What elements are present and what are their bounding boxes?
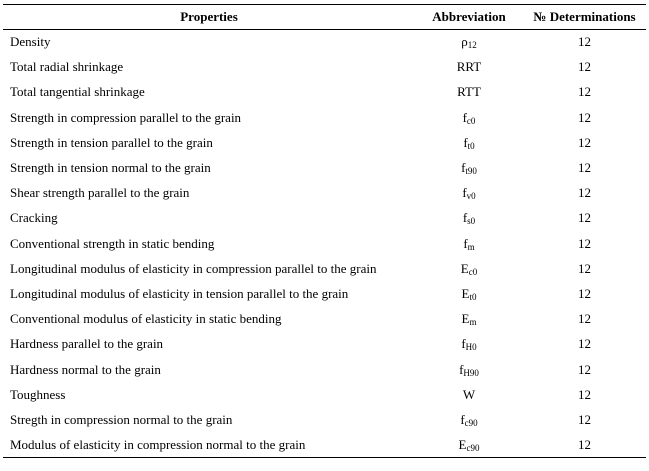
property-cell: Hardness normal to the grain (10, 361, 161, 377)
abbreviation-cell (415, 130, 523, 155)
abbreviation-cell (415, 256, 523, 281)
table-row (3, 382, 646, 407)
abbreviation-subscript: c0 (468, 266, 478, 277)
determinations-cell: 12 (523, 433, 646, 458)
abbreviation-cell (415, 307, 523, 332)
determinations-cell: 12 (578, 260, 591, 276)
abbreviation-symbol: f (462, 109, 467, 125)
table-row (3, 357, 646, 382)
property-cell: Shear strength parallel to the grain (10, 185, 190, 201)
abbreviation-cell (415, 55, 523, 80)
table-row (3, 307, 646, 332)
table-body (3, 30, 646, 458)
property-cell: Conventional strength in static bending (10, 235, 215, 251)
table-header (3, 5, 646, 30)
abbreviation-subscript: c0 (466, 115, 476, 126)
abbreviation-subscript: H0 (465, 342, 477, 353)
abbreviation-subscript: v0 (466, 191, 476, 202)
abbreviation-subscript: 12 (467, 40, 477, 51)
abbreviation-symbol: E (461, 285, 470, 301)
determinations-cell: 12 (578, 59, 591, 75)
abbreviation-cell (415, 281, 523, 306)
property-cell: Conventional modulus of elasticity in static bending (10, 311, 282, 327)
abbreviation-symbol: f (463, 235, 468, 251)
abbreviation-symbol: E (461, 311, 470, 327)
table-row (3, 30, 646, 55)
abbreviation-cell (415, 155, 523, 180)
table-row (3, 256, 646, 281)
property-cell: Longitudinal modulus of elasticity in tension parallel to the grain (10, 285, 349, 301)
abbreviation-symbol: W (462, 386, 476, 402)
property-cell: Modulus of elasticity in compression normal to the grain (3, 433, 415, 458)
abbreviation-symbol: RRT (456, 59, 482, 75)
property-cell: Total tangential shrinkage (10, 84, 145, 100)
abbreviation-cell (415, 407, 523, 432)
abbreviation-subscript: m (467, 241, 475, 252)
property-cell: Longitudinal modulus of elasticity in compression parallel to the grain (10, 260, 377, 276)
determinations-cell: 12 (578, 336, 591, 352)
table-row (3, 155, 646, 180)
abbreviation-subscript: c90 (466, 442, 480, 453)
abbreviation-symbol: RTT (457, 84, 481, 100)
abbreviation-symbol: f (459, 361, 464, 377)
abbreviation-cell (415, 357, 523, 382)
property-cell: Stregth in compression normal to the grain (10, 411, 233, 427)
abbreviation-subscript: H90 (463, 367, 479, 378)
abbreviation-symbol: f (463, 134, 468, 150)
table-row (3, 433, 646, 458)
determinations-cell: 12 (578, 84, 591, 100)
abbreviation-symbol: f (461, 336, 466, 352)
abbreviation-cell (415, 181, 523, 206)
determinations-cell: 12 (578, 285, 591, 301)
determinations-cell: 12 (578, 34, 591, 50)
table-row (3, 281, 646, 306)
abbreviation-cell (415, 80, 523, 105)
properties-table (3, 4, 646, 458)
table-row (3, 206, 646, 231)
property-cell: Density (10, 34, 51, 50)
abbreviation-symbol: E (460, 260, 469, 276)
determinations-cell: 12 (578, 185, 591, 201)
abbreviation-symbol: ρ (461, 34, 468, 50)
header-properties: Properties (3, 5, 415, 30)
determinations-cell: 12 (578, 311, 591, 327)
table-row (3, 407, 646, 432)
header-abbreviation: Abbreviation (415, 5, 523, 30)
table-row (3, 332, 646, 357)
abbreviation-subscript: t90 (465, 166, 477, 177)
abbreviation-cell (415, 30, 523, 55)
determinations-cell: 12 (578, 411, 591, 427)
abbreviation-subscript: m (469, 317, 477, 328)
determinations-cell: 12 (578, 235, 591, 251)
determinations-cell: 12 (578, 361, 591, 377)
abbreviation-subscript: t0 (467, 140, 475, 151)
abbreviation-cell (415, 105, 523, 130)
abbreviation-symbol: E (458, 436, 467, 452)
abbreviation-cell (415, 231, 523, 256)
determinations-cell: 12 (578, 210, 591, 226)
header-determinations: № Determinations (523, 5, 646, 30)
abbreviation-cell (415, 433, 523, 458)
abbreviation-symbol: f (460, 411, 465, 427)
abbreviation-symbol: f (461, 160, 466, 176)
table-row (3, 80, 646, 105)
abbreviation-subscript: s0 (467, 216, 476, 227)
table-row (3, 130, 646, 155)
abbreviation-symbol: f (462, 210, 468, 226)
abbreviation-cell (415, 332, 523, 357)
table-row (3, 55, 646, 80)
abbreviation-cell (415, 382, 523, 407)
property-cell: Cracking (10, 210, 58, 226)
property-cell: Hardness parallel to the grain (10, 336, 164, 352)
table-row (3, 181, 646, 206)
property-cell: Strength in tension normal to the grain (10, 160, 211, 176)
abbreviation-cell (415, 206, 523, 231)
property-cell: Total radial shrinkage (10, 59, 124, 75)
properties-table-container (3, 4, 646, 458)
table-row (3, 231, 646, 256)
property-cell: Toughness (10, 386, 66, 402)
determinations-cell: 12 (578, 109, 591, 125)
header-row (3, 5, 646, 30)
determinations-cell: 12 (578, 386, 591, 402)
determinations-cell: 12 (578, 160, 591, 176)
abbreviation-symbol: f (462, 185, 467, 201)
abbreviation-subscript: t0 (469, 291, 477, 302)
determinations-cell: 12 (578, 134, 591, 150)
property-cell: Strength in tension parallel to the grain (10, 134, 213, 150)
table-row (3, 105, 646, 130)
property-cell: Strength in compression parallel to the grain (10, 109, 242, 125)
abbreviation-subscript: c90 (464, 417, 478, 428)
